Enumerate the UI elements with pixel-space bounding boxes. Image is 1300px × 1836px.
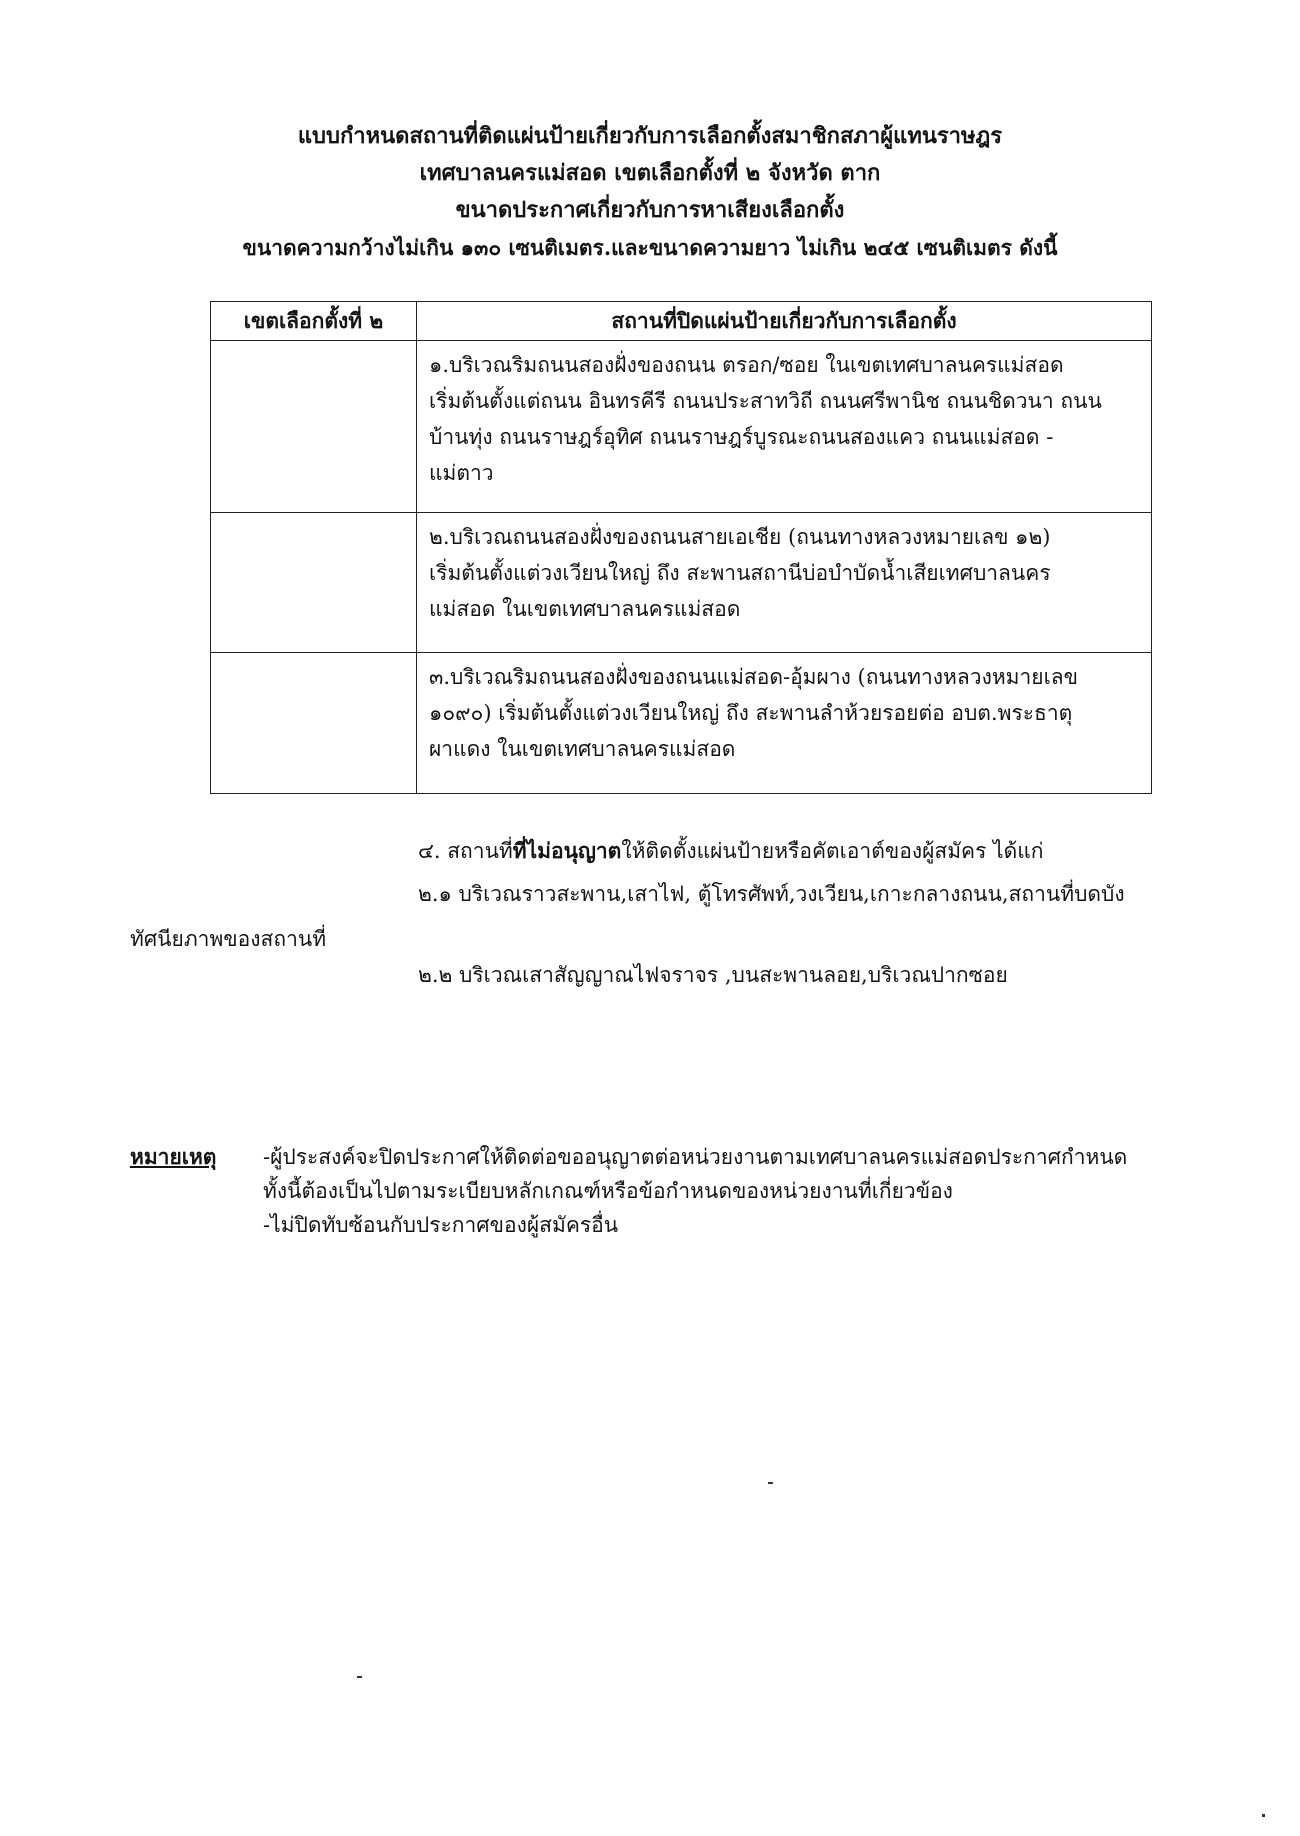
rule-item-4-emphasis: ที่ไม่อนุญาต (512, 838, 622, 863)
table-row (211, 513, 1152, 653)
place-line: ๑.บริเวณริมถนนสองฝั่งของถนน ตรอก/ซอย ในเขตเทศบาลนครแม่สอด (429, 353, 1064, 377)
document-header (150, 118, 1150, 266)
zone-column-header: เขตเลือกตั้งที่ ๒ (211, 302, 417, 341)
table-header-row (211, 302, 1152, 341)
header-municipality: เทศบาลนครแม่สอด เขตเลือกตั้งที่ ๒ จังหวัด ตาก (419, 160, 881, 186)
place-line: บ้านทุ่ง ถนนราษฎร์อุทิศ ถนนราษฎร์บูรณะถนนสองแคว ถนนแม่สอด - (429, 425, 1054, 449)
place-line: แม่ตาว (429, 461, 494, 485)
table-row (211, 341, 1152, 513)
place-line: เริ่มต้นตั้งแต่วงเวียนใหญ่ ถึง สะพานสถานีบ่อบำบัดน้ำเสียเทศบาลนคร (429, 561, 1051, 585)
notes-label: หมายเหตุ (130, 1144, 217, 1169)
place-column-header: สถานที่ปิดแผ่นป้ายเกี่ยวกับการเลือกตั้ง (417, 302, 1152, 341)
rule-item-2-1-continuation: ทัศนียภาพของสถานที่ (130, 927, 327, 951)
zone-cell (211, 653, 417, 794)
zone-cell (211, 513, 417, 653)
note-line: ทั้งนี้ต้องเป็นไปตามระเบียบหลักเกณฑ์หรือข้อกำหนดของหน่วยงานที่เกี่ยวข้อง (263, 1179, 953, 1203)
place-cell (417, 653, 1152, 794)
place-cell (417, 341, 1152, 513)
place-line: ๓.บริเวณริมถนนสองฝั่งของถนนแม่สอด-อุ้มผาง (ถนนทางหลวงหมายเลข (429, 665, 1079, 689)
rule-item-4 (418, 835, 1044, 868)
zone-cell (211, 341, 417, 513)
place-line: ผาแดง ในเขตเทศบาลนครแม่สอด (429, 737, 736, 761)
note-line: -ไม่ปิดทับซ้อนกับประกาศของผู้สมัครอื่น (263, 1213, 619, 1237)
rule-item-2-1: ๒.๑ บริเวณราวสะพาน,เสาไฟ, ตู้โทรศัพท์,วงเวียน,เกาะกลางถนน,สถานที่บดบัง (418, 882, 1125, 906)
rule-item-2-2: ๒.๒ บริเวณเสาสัญญาณไฟจราจร ,บนสะพานลอย,บริเวณปากซอย (418, 963, 1008, 987)
place-cell (417, 513, 1152, 653)
note-line: -ผู้ประสงค์จะปิดประกาศให้ติดต่อขออนุญาตต่อหน่วยงานตามเทศบาลนครแม่สอดประกาศกำหนด (263, 1145, 1128, 1169)
place-line: ๒.บริเวณถนนสองฝั่งของถนนสายเอเชีย (ถนนทางหลวงหมายเลข ๑๒) (429, 525, 1051, 549)
scan-speck (768, 1482, 773, 1484)
notes-body (263, 1140, 1127, 1242)
posting-places-table (210, 301, 1152, 794)
scan-speck (357, 1676, 362, 1678)
header-size-title: ขนาดประกาศเกี่ยวกับการหาเสียงเลือกตั้ง (455, 197, 845, 223)
table-row (211, 653, 1152, 794)
place-line: ๑๐๙๐) เริ่มต้นตั้งแต่วงเวียนใหญ่ ถึง สะพานลำห้วยรอยต่อ อบต.พระธาตุ (429, 701, 1073, 725)
place-line: เริ่มต้นตั้งแต่ถนน อินทรคีรี ถนนประสาทวิถี ถนนศรีพานิช ถนนชิดวนา ถนน (429, 389, 1102, 413)
scan-speck (1262, 1814, 1265, 1817)
rule-item-4-prefix: ๔. สถานที่ (418, 839, 513, 863)
header-title: แบบกำหนดสถานที่ติดแผ่นป้ายเกี่ยวกับการเลือกตั้งสมาชิกสภาผู้แทนราษฎร (297, 123, 1003, 149)
rule-item-4-suffix: ให้ติดตั้งแผ่นป้ายหรือคัตเอาต์ของผู้สมัคร ได้แก่ (621, 839, 1044, 863)
header-size-spec: ขนาดความกว้างไม่เกิน ๑๓๐ เซนติเมตร.และขนาดความยาว ไม่เกิน ๒๔๕ เซนติเมตร ดังนี้ (242, 235, 1058, 260)
place-line: แม่สอด ในเขตเทศบาลนครแม่สอด (429, 597, 741, 621)
